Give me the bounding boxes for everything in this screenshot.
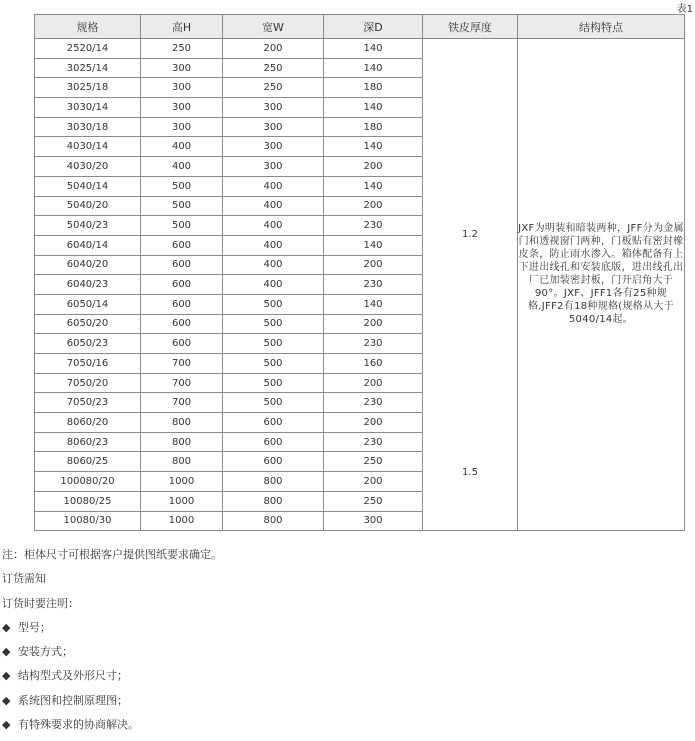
cell-width: 250 [223, 78, 324, 98]
cell-height: 1000 [141, 472, 223, 492]
cell-width: 300 [223, 157, 324, 177]
cell-height: 600 [141, 255, 223, 275]
cell-model: 3030/18 [35, 117, 141, 137]
order-item [2, 668, 692, 692]
cell-width: 800 [223, 472, 324, 492]
cell-depth: 250 [324, 452, 423, 472]
cell-depth: 200 [324, 196, 423, 216]
cell-model: 7050/20 [35, 373, 141, 393]
order-item [2, 693, 692, 717]
order-item [2, 620, 692, 644]
header-height: 高H [141, 15, 223, 39]
cell-height: 600 [141, 275, 223, 295]
cell-height: 600 [141, 235, 223, 255]
order-item [2, 717, 692, 741]
cell-model: 6050/23 [35, 334, 141, 354]
order-item-text: 型号； [18, 620, 51, 634]
cell-height: 1000 [141, 491, 223, 511]
order-item-text: 系统图和控制原理图； [18, 693, 128, 707]
size-note: 注：柜体尺寸可根据客户提供图纸要求确定。 [2, 548, 222, 561]
cell-model: 8060/23 [35, 432, 141, 452]
cell-height: 300 [141, 58, 223, 78]
cell-height: 500 [141, 196, 223, 216]
table-body [35, 39, 685, 531]
cell-height: 400 [141, 137, 223, 157]
cell-height: 300 [141, 117, 223, 137]
cell-depth: 140 [324, 58, 423, 78]
cell-depth: 140 [324, 176, 423, 196]
cell-model: 10080/25 [35, 491, 141, 511]
table-header-row [35, 15, 685, 39]
order-item-text: 有特殊要求的协商解决。 [18, 718, 139, 732]
cell-width: 400 [223, 255, 324, 275]
cell-model: 7050/16 [35, 354, 141, 374]
order-item-text: 安装方式； [18, 645, 73, 659]
cell-depth: 200 [324, 314, 423, 334]
cell-height: 600 [141, 334, 223, 354]
cell-depth: 140 [324, 39, 423, 59]
cell-model: 6040/14 [35, 235, 141, 255]
cell-height: 700 [141, 373, 223, 393]
cell-width: 500 [223, 373, 324, 393]
cell-depth: 200 [324, 413, 423, 433]
cell-width: 600 [223, 452, 324, 472]
cell-depth: 300 [324, 511, 423, 531]
header-features: 结构特点 [518, 15, 685, 39]
cell-height: 700 [141, 354, 223, 374]
cell-model: 5040/20 [35, 196, 141, 216]
cell-width: 300 [223, 98, 324, 118]
thickness-cell [423, 39, 518, 531]
cell-width: 800 [223, 511, 324, 531]
cell-depth: 230 [324, 432, 423, 452]
cell-height: 600 [141, 294, 223, 314]
order-item-text: 结构型式及外形尺寸； [18, 669, 128, 683]
cell-height: 800 [141, 452, 223, 472]
cell-depth: 140 [324, 137, 423, 157]
diamond-bullet-icon: ◆ [2, 645, 11, 659]
order-item [2, 644, 692, 668]
spec-table [34, 14, 685, 531]
cell-width: 300 [223, 137, 324, 157]
cell-height: 1000 [141, 511, 223, 531]
cell-model: 5040/14 [35, 176, 141, 196]
cell-width: 800 [223, 491, 324, 511]
cell-width: 500 [223, 334, 324, 354]
cell-height: 300 [141, 78, 223, 98]
cell-height: 500 [141, 216, 223, 236]
table-row [35, 39, 685, 59]
cell-height: 800 [141, 413, 223, 433]
cell-depth: 140 [324, 235, 423, 255]
cell-model: 5040/23 [35, 216, 141, 236]
cell-depth: 200 [324, 373, 423, 393]
diamond-bullet-icon: ◆ [2, 620, 11, 634]
cell-depth: 230 [324, 393, 423, 413]
diamond-bullet-icon: ◆ [2, 718, 11, 732]
cell-depth: 200 [324, 472, 423, 492]
header-model: 规格 [35, 15, 141, 39]
cell-height: 400 [141, 157, 223, 177]
order-intro: 订货时要注明： [2, 596, 79, 610]
cell-depth: 230 [324, 334, 423, 354]
cell-depth: 230 [324, 275, 423, 295]
notes-section [2, 547, 692, 741]
cell-width: 250 [223, 58, 324, 78]
cell-height: 600 [141, 314, 223, 334]
cell-width: 400 [223, 235, 324, 255]
cell-width: 600 [223, 413, 324, 433]
cell-model: 6050/14 [35, 294, 141, 314]
header-width: 宽W [223, 15, 324, 39]
cell-width: 300 [223, 117, 324, 137]
cell-depth: 230 [324, 216, 423, 236]
cell-width: 500 [223, 393, 324, 413]
cell-width: 500 [223, 354, 324, 374]
cell-width: 400 [223, 216, 324, 236]
cell-model: 3030/14 [35, 98, 141, 118]
diamond-bullet-icon: ◆ [2, 693, 11, 707]
cell-depth: 200 [324, 255, 423, 275]
thickness-value: 1.2 [462, 228, 478, 240]
cell-width: 200 [223, 39, 324, 59]
cell-model: 6050/20 [35, 314, 141, 334]
cell-width: 600 [223, 432, 324, 452]
cell-height: 300 [141, 98, 223, 118]
cell-model: 100080/20 [35, 472, 141, 492]
cell-depth: 180 [324, 78, 423, 98]
cell-model: 10080/30 [35, 511, 141, 531]
cell-depth: 200 [324, 157, 423, 177]
cell-width: 400 [223, 196, 324, 216]
cell-depth: 140 [324, 294, 423, 314]
header-depth: 深D [324, 15, 423, 39]
order-title: 订货需知 [2, 572, 46, 586]
cell-model: 6040/23 [35, 275, 141, 295]
cell-width: 400 [223, 275, 324, 295]
cell-model: 3025/14 [35, 58, 141, 78]
cell-depth: 140 [324, 98, 423, 118]
cell-height: 800 [141, 432, 223, 452]
cell-width: 500 [223, 314, 324, 334]
thickness-value: 1.5 [462, 466, 478, 478]
cell-model: 8060/25 [35, 452, 141, 472]
cell-model: 2520/14 [35, 39, 141, 59]
diamond-bullet-icon: ◆ [2, 669, 11, 683]
cell-model: 3025/18 [35, 78, 141, 98]
cell-model: 6040/20 [35, 255, 141, 275]
features-cell [518, 39, 685, 531]
table-number-label: 表1 [676, 4, 693, 15]
cell-model: 8060/20 [35, 413, 141, 433]
cell-height: 700 [141, 393, 223, 413]
features-text: JXF为明装和暗装两种，JFF分为金属门和透视窗门两种，门板贴有密封橡皮条，防止雨水渗入。箱体配备有上下进出线孔和安装底版，进出线孔出厂已加装密封板，门开启角大于90°。JXF、JFF1各有25种规格,JFF2有18种规格(规格从大于5040/14起。 [518, 222, 684, 325]
cell-width: 400 [223, 176, 324, 196]
cell-height: 250 [141, 39, 223, 59]
header-thickness: 铁皮厚度 [423, 15, 518, 39]
cell-depth: 250 [324, 491, 423, 511]
cell-height: 500 [141, 176, 223, 196]
cell-model: 4030/20 [35, 157, 141, 177]
cell-depth: 160 [324, 354, 423, 374]
cell-model: 4030/14 [35, 137, 141, 157]
cell-model: 7050/23 [35, 393, 141, 413]
cell-depth: 180 [324, 117, 423, 137]
cell-width: 500 [223, 294, 324, 314]
